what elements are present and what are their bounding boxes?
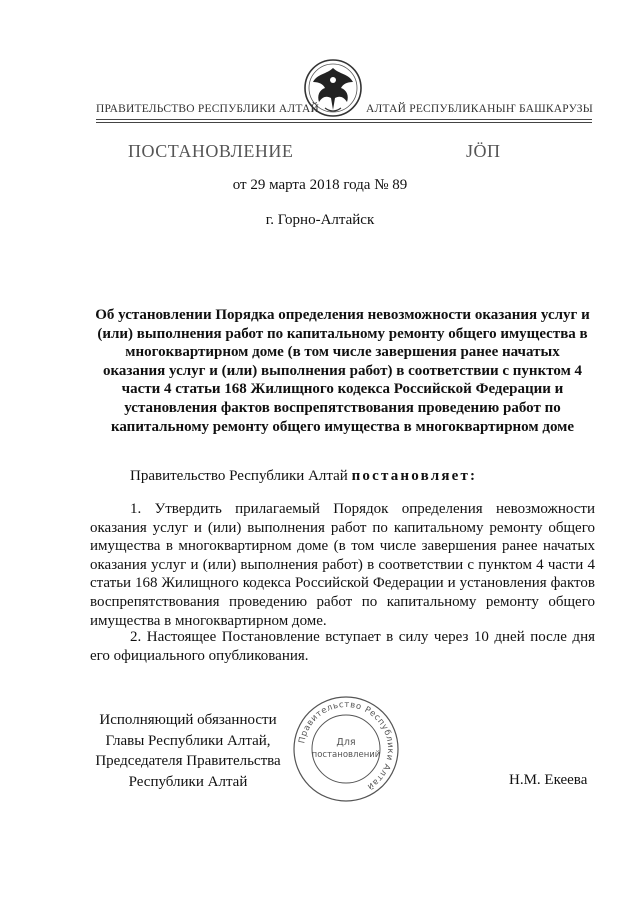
document-city: г. Горно-Алтайск	[265, 212, 375, 228]
title-line: оказания услуг и (или) выполнения работ) в соответствии с пунктом 4	[102, 362, 583, 379]
paragraph-2: 2. Настоящее Постановление вступает в силу через 10 дней после дня его официального опубликования.	[90, 629, 595, 664]
decree-subject: Правительство Республики Алтай	[130, 468, 348, 484]
position-line: Председателя Правительства	[95, 753, 281, 769]
stamp-center-line-2: постановлений	[311, 750, 381, 760]
paragraph-1: 1. Утвердить прилагаемый Порядок определения невозможности оказания услуг и (или) выполнения работ по капитальному ремонту общего имущества в многоквартирном доме (в том числе завершения ранее начатых оказания услуг и (или) выполнения работ) в соответствии с пунктом 4 части 4 статьи 168 Жилищного кодекса Российской Федерации и установления фактов воспрепятствования проведению работ по капитальному ремонту общего имущества в многоквартирном доме.	[90, 501, 595, 629]
position-line: Исполняющий обязанности	[99, 712, 277, 728]
title-line: многоквартирном доме (в том числе завершения ранее начатых	[125, 344, 560, 361]
document-date: от 29 марта 2018 года № 89	[232, 177, 408, 193]
position-line: Республики Алтай	[128, 773, 248, 790]
official-stamp	[290, 693, 402, 805]
header-rule-bottom	[96, 122, 592, 123]
document-title	[90, 306, 595, 436]
title-line: установления фактов воспрепятствования проведению работ по	[124, 399, 561, 416]
header-rule-top	[96, 119, 592, 120]
stamp-ring-text: Правительство Республики Алтай	[297, 699, 396, 792]
decree-line	[130, 468, 477, 485]
stamp-center-line-1: Для	[336, 737, 356, 748]
header-left-text: ПРАВИТЕЛЬСТВО РЕСПУБЛИКИ АЛТАЙ	[96, 103, 320, 115]
title-line: Об установлении Порядка определения невозможности оказания услуг и	[95, 307, 590, 323]
title-line: капитальному ремонту общего имущества в многоквартирном доме	[110, 418, 575, 435]
header-right-text: АЛТАЙ РЕСПУБЛИКАНЫҤ БАШКАРУЗЫ	[366, 103, 593, 115]
doc-type-ru: ПОСТАНОВЛЕНИЕ	[128, 141, 294, 161]
title-line: (или) выполнения работ по капитальному ремонту общего имущества в	[97, 325, 588, 342]
doc-type-alt: ЈÖП	[466, 141, 501, 161]
signatory-name: Н.М. Екеева	[509, 772, 588, 788]
decree-verb: постановляет:	[351, 468, 478, 484]
signatory-position	[90, 710, 286, 792]
title-line: части 4 статьи 168 Жилищного кодекса Российской Федерации и	[121, 381, 564, 398]
position-line: Главы Республики Алтай,	[105, 732, 271, 749]
